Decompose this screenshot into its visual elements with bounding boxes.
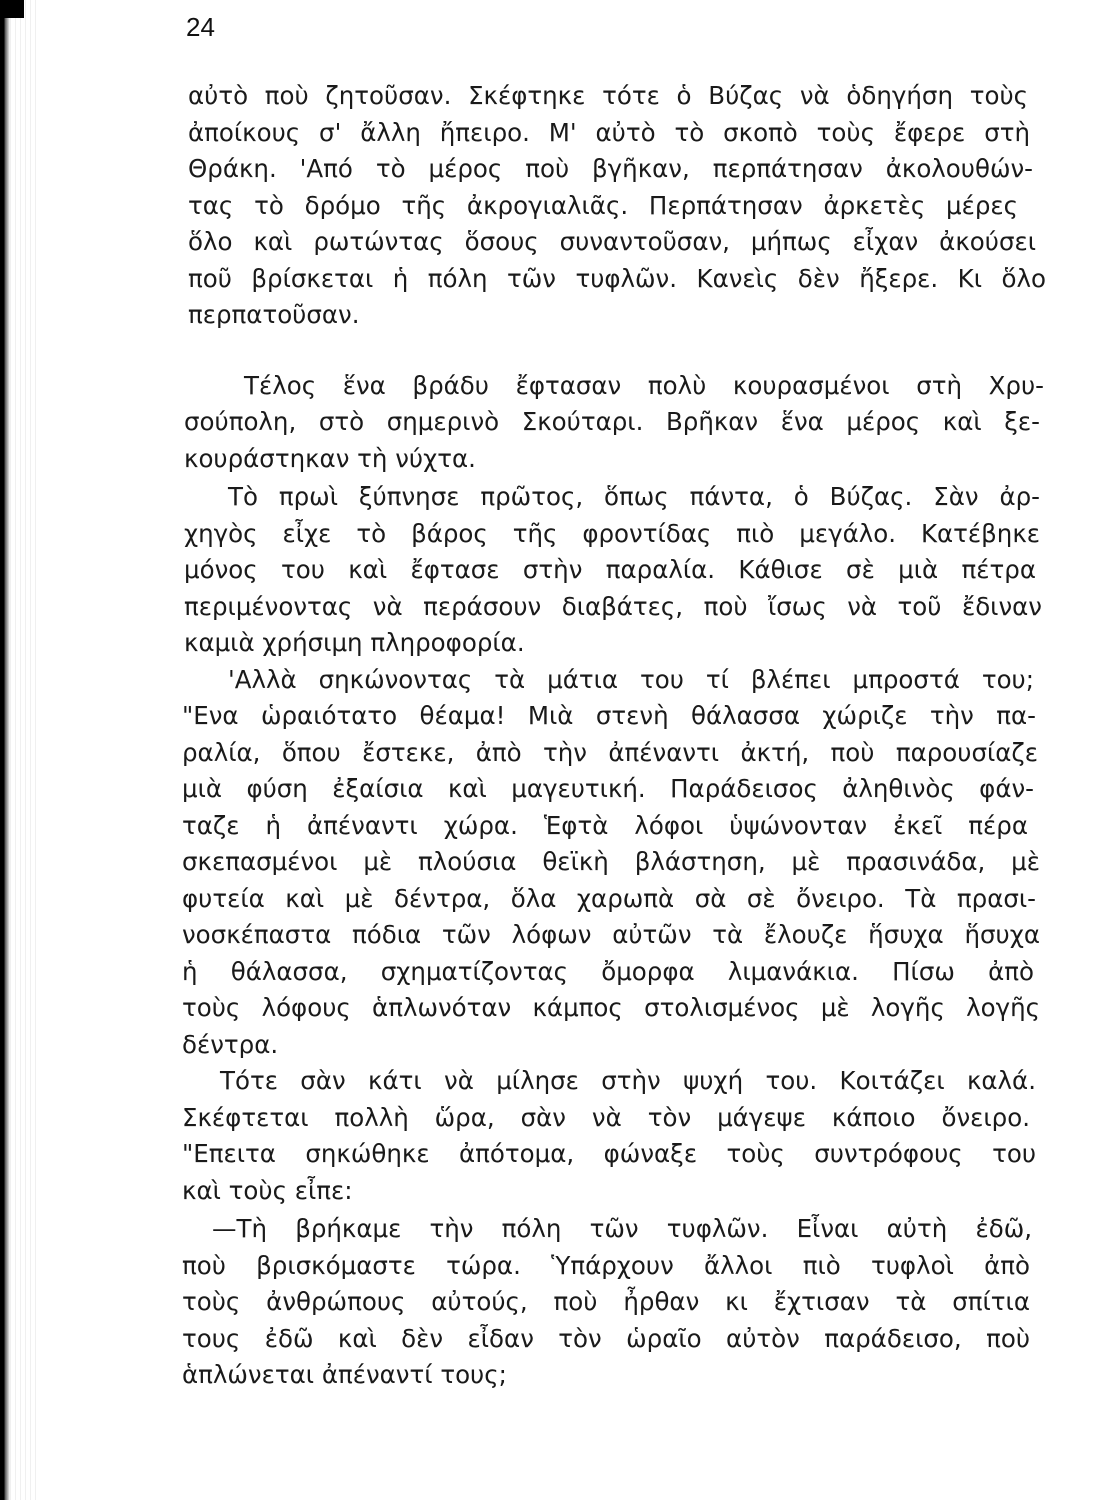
text-line: νοσκέπαστα πόδια τῶν λόφων αὐτῶν τὰ ἔλουζε ἥσυχα ἥσυχα bbox=[182, 920, 1040, 949]
text-line: ὅλο καὶ ρωτώντας ὅσους συναντοῦσαν, μήπως εἶχαν ἀκούσει bbox=[188, 227, 1036, 256]
page-body bbox=[170, 78, 1046, 1394]
text-line: ἁπλώνεται ἀπέναντί τους; bbox=[182, 1360, 507, 1389]
text-line: δέντρα. bbox=[182, 1029, 279, 1059]
paragraph-4 bbox=[170, 662, 1040, 1064]
text-line: τας τὸ δρόμο τῆς ἀκρογιαλιᾶς. Περπάτησαν ἀρκετὲς μέρες bbox=[188, 190, 1018, 220]
text-line: τους ἐδῶ καὶ δὲν εἶδαν τὸν ὡραῖο αὐτὸν παράδεισο, ποὺ bbox=[182, 1323, 1030, 1353]
text-line: ἡ θάλασσα, σχηματίζοντας ὄμορφα λιμανάκια. Πίσω ἀπὸ bbox=[182, 956, 1034, 986]
text-line: ραλία, ὅπου ἔστεκε, ἀπὸ τὴν ἀπέναντι ἀκτή, ποὺ παρουσίαζε bbox=[182, 737, 1038, 767]
text-line: Τότε σὰν κάτι νὰ μίλησε στὴν ψυχή του. Κοιτάζει καλά. bbox=[220, 1066, 1036, 1095]
paragraph-5 bbox=[170, 1063, 1036, 1209]
paragraph-1 bbox=[170, 78, 1046, 334]
text-line: Σκέφτεται πολλὴ ὥρα, σὰν νὰ τὸν μάγεψε κάποιο ὄνειρο. bbox=[182, 1102, 1030, 1132]
scan-edge-lines bbox=[10, 0, 40, 1500]
text-line: μόνος του καὶ ἔφτασε στὴν παραλία. Κάθισε σὲ μιὰ πέτρα bbox=[184, 555, 1036, 584]
text-line: φυτεία καὶ μὲ δέντρα, ὅλα χαρωπὰ σὰ σὲ ὄνειρο. Τὰ πρασι- bbox=[182, 883, 1036, 913]
text-line: —Τὴ βρήκαμε τὴν πόλη τῶν τυφλῶν. Εἶναι αὐτὴ ἐδῶ, bbox=[212, 1214, 1032, 1243]
text-line: Τὸ πρωὶ ξύπνησε πρῶτος, ὅπως πάντα, ὁ Βύζας. Σὰν ἀρ- bbox=[228, 482, 1040, 511]
text-line: καμιὰ χρήσιμη πληροφορία. bbox=[184, 628, 525, 657]
paragraph-3 bbox=[170, 479, 1042, 662]
paragraph-6 bbox=[170, 1211, 1030, 1394]
text-line: "Επειτα σηκώθηκε ἀπότομα, φώναξε τοὺς συντρόφους του bbox=[182, 1139, 1036, 1168]
text-line: Θράκη. 'Από τὸ μέρος ποὺ βγῆκαν, περπάτησαν ἀκολουθών- bbox=[188, 154, 1033, 183]
text-line: μιὰ φύση ἐξαίσια καὶ μαγευτική. Παράδεισος ἀληθινὸς φάν- bbox=[182, 774, 1034, 803]
scan-edge-shadow bbox=[0, 0, 10, 1500]
text-line: ποῦ βρίσκεται ἡ πόλη τῶν τυφλῶν. Κανεὶς δὲν ἤξερε. Κι ὅλο bbox=[188, 263, 1046, 293]
paragraph-2 bbox=[170, 368, 1044, 478]
text-line: τοὺς λόφους ἁπλωνόταν κάμπος στολισμένος μὲ λογῆς λογῆς bbox=[182, 993, 1040, 1022]
text-line: Τέλος ἕνα βράδυ ἔφτασαν πολὺ κουρασμένοι στὴ Χρυ- bbox=[244, 370, 1044, 400]
text-line: περιμένοντας νὰ περάσουν διαβάτες, ποὺ ἴσως νὰ τοῦ ἔδιναν bbox=[184, 591, 1042, 621]
text-line: αὐτὸ ποὺ ζητοῦσαν. Σκέφτηκε τότε ὁ Βύζας νὰ ὁδηγήση τοὺς bbox=[188, 81, 1028, 110]
text-line: ποὺ βρισκόμαστε τώρα. Ὑπάρχουν ἄλλοι πιὸ τυφλοὶ ἀπὸ bbox=[182, 1250, 1030, 1280]
text-line: "Ενα ὡραιότατο θέαμα! Μιὰ στενὴ θάλασσα χώριζε τὴν πα- bbox=[182, 701, 1036, 730]
text-line: ἀποίκους σ' ἄλλη ἤπειρο. Μ' αὐτὸ τὸ σκοπὸ τοὺς ἔφερε στὴ bbox=[188, 117, 1030, 147]
text-line: τοὺς ἀνθρώπους αὐτούς, ποὺ ἦρθαν κι ἔχτισαν τὰ σπίτια bbox=[182, 1287, 1030, 1316]
text-line: 'Αλλὰ σηκώνοντας τὰ μάτια του τί βλέπει μπροστά του; bbox=[228, 664, 1034, 694]
text-line: σκεπασμένοι μὲ πλούσια θεϊκὴ βλάστηση, μὲ πρασινάδα, μὲ bbox=[182, 847, 1040, 876]
text-line: σούπολη, στὸ σημερινὸ Σκούταρι. Βρῆκαν ἕνα μέρος καὶ ξε- bbox=[184, 407, 1040, 436]
text-line: περπατοῦσαν. bbox=[188, 300, 360, 329]
text-line: καὶ τοὺς εἶπε: bbox=[182, 1175, 353, 1205]
text-line: κουράστηκαν τὴ νύχτα. bbox=[184, 443, 476, 473]
text-line: ταζε ἡ ἀπέναντι χώρα. Ἑφτὰ λόφοι ὑψώνονταν ἐκεῖ πέρα bbox=[182, 810, 1028, 840]
text-line: χηγὸς εἶχε τὸ βάρος τῆς φροντίδας πιὸ μεγάλο. Κατέβηκε bbox=[184, 518, 1040, 548]
page-number: 24 bbox=[186, 12, 215, 42]
